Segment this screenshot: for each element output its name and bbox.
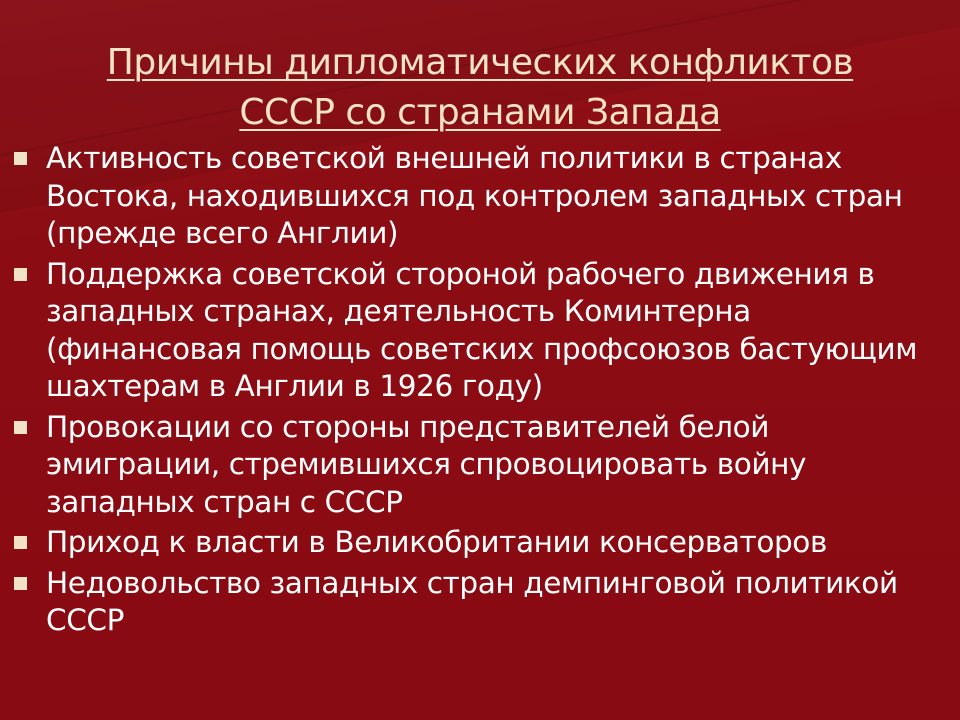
slide-title [60, 38, 900, 138]
bullet-text: Провокации со стороны представителей белой эмиграции, стремившихся спровоцировать войну западных стран с СССР [46, 409, 807, 519]
bullet-text: Активность советской внешней политики в странах Востока, находившихся под контролем западных стран (прежде всего Англии) [46, 141, 903, 250]
bullet-item-dumping [14, 565, 934, 640]
bullet-item-provocations [14, 409, 934, 522]
square-bullet-icon [14, 152, 27, 165]
square-bullet-icon [14, 577, 27, 590]
bullet-list [14, 140, 934, 643]
bullet-item-conservatives [14, 524, 934, 562]
square-bullet-icon [14, 268, 27, 281]
square-bullet-icon [14, 536, 27, 549]
square-bullet-icon [14, 421, 27, 434]
bullet-text: Приход к власти в Великобритании консерваторов [46, 525, 827, 559]
bullet-text: Поддержка советской стороной рабочего движения в западных странах, деятельность Коминтерна (финансовая помощь советских профсоюзов бастующим шахтерам в Англии в 1926 году) [46, 256, 918, 403]
title-line-1: Причины дипломатических конфликтов [106, 42, 854, 83]
title-line-2: СССР со странами Запада [239, 92, 721, 133]
bullet-item-support [14, 256, 934, 406]
bullet-text: Недовольство западных стран демпинговой политикой СССР [46, 565, 898, 637]
bullet-item-activity [14, 140, 934, 253]
